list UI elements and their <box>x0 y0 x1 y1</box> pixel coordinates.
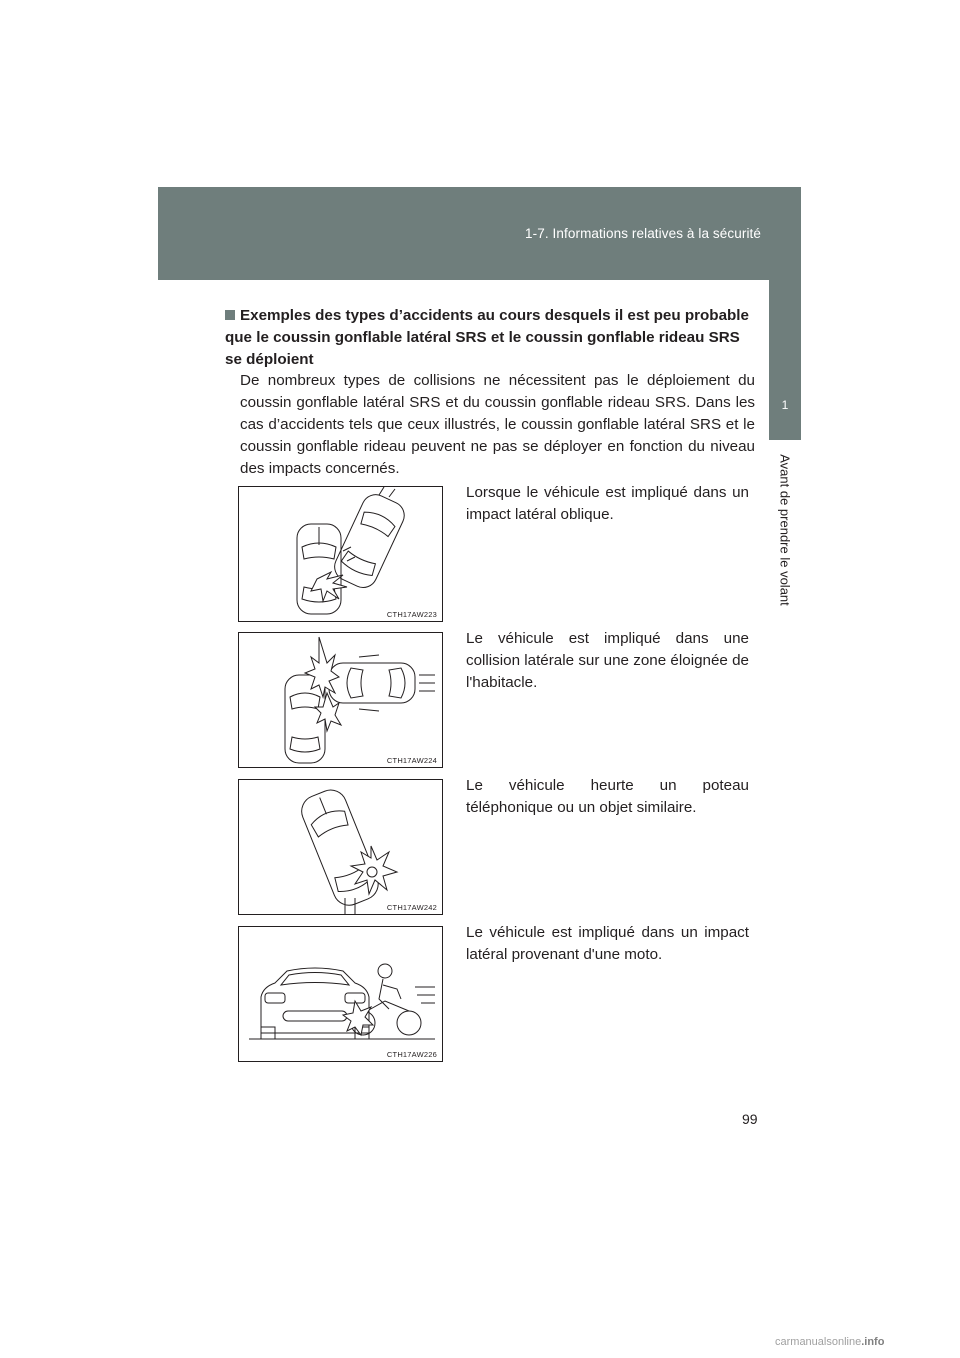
heading-text: Exemples des types d’accidents au cours desquels il est peu probable que le coussin gonflable latéral SRS et le coussin gonflable rideau SRS se déploient <box>225 307 749 368</box>
chapter-label: Avant de prendre le volant <box>777 454 793 606</box>
figure-oblique-side-impact <box>238 486 443 622</box>
figure-side-collision-far <box>238 632 443 768</box>
case-text-oblique: Lorsque le véhicule est impliqué dans un impact latéral oblique. <box>466 484 749 523</box>
oblique-impact-illustration <box>239 487 442 621</box>
side-collision-illustration <box>239 633 442 767</box>
chapter-number: 1 <box>781 398 789 412</box>
figure-code: CTH17AW224 <box>386 756 437 765</box>
case-text-pole: Le véhicule heurte un poteau téléphonique ou un objet similaire. <box>466 777 749 816</box>
chapter-tab <box>769 280 801 440</box>
figure-code: CTH17AW226 <box>386 1050 437 1059</box>
pole-impact-illustration <box>239 780 442 914</box>
section-title: 1-7. Informations relatives à la sécurité <box>525 226 761 241</box>
watermark-prefix: carmanualsonline <box>775 1336 862 1348</box>
figure-code: CTH17AW223 <box>386 610 437 619</box>
square-bullet-icon <box>225 310 235 320</box>
figure-utility-pole <box>238 779 443 915</box>
watermark-suffix: .info <box>861 1336 885 1348</box>
case-text-motorcycle: Le véhicule est impliqué dans un impact latéral provenant d'une moto. <box>466 924 749 963</box>
subsection-heading <box>225 305 755 371</box>
page-number: 99 <box>742 1111 758 1127</box>
intro-paragraph: De nombreux types de collisions ne nécessitent pas le déploiement du coussin gonflable latéral SRS et du coussin gonflable rideau SRS. Dans les cas d’accidents tels que ceux illustrés, le coussin gonflable latéral SRS et le coussin gonflable rideau peuvent ne pas se déployer en fonction du niveau des impacts concernés. <box>240 372 755 477</box>
figure-motorcycle-impact <box>238 926 443 1062</box>
header-bar <box>158 187 801 280</box>
case-text-side-collision: Le véhicule est impliqué dans une collision latérale sur une zone éloignée de l'habitacle. <box>466 630 749 691</box>
figure-code: CTH17AW242 <box>386 903 437 912</box>
motorcycle-impact-illustration <box>239 927 442 1061</box>
watermark[interactable] <box>775 1336 884 1348</box>
